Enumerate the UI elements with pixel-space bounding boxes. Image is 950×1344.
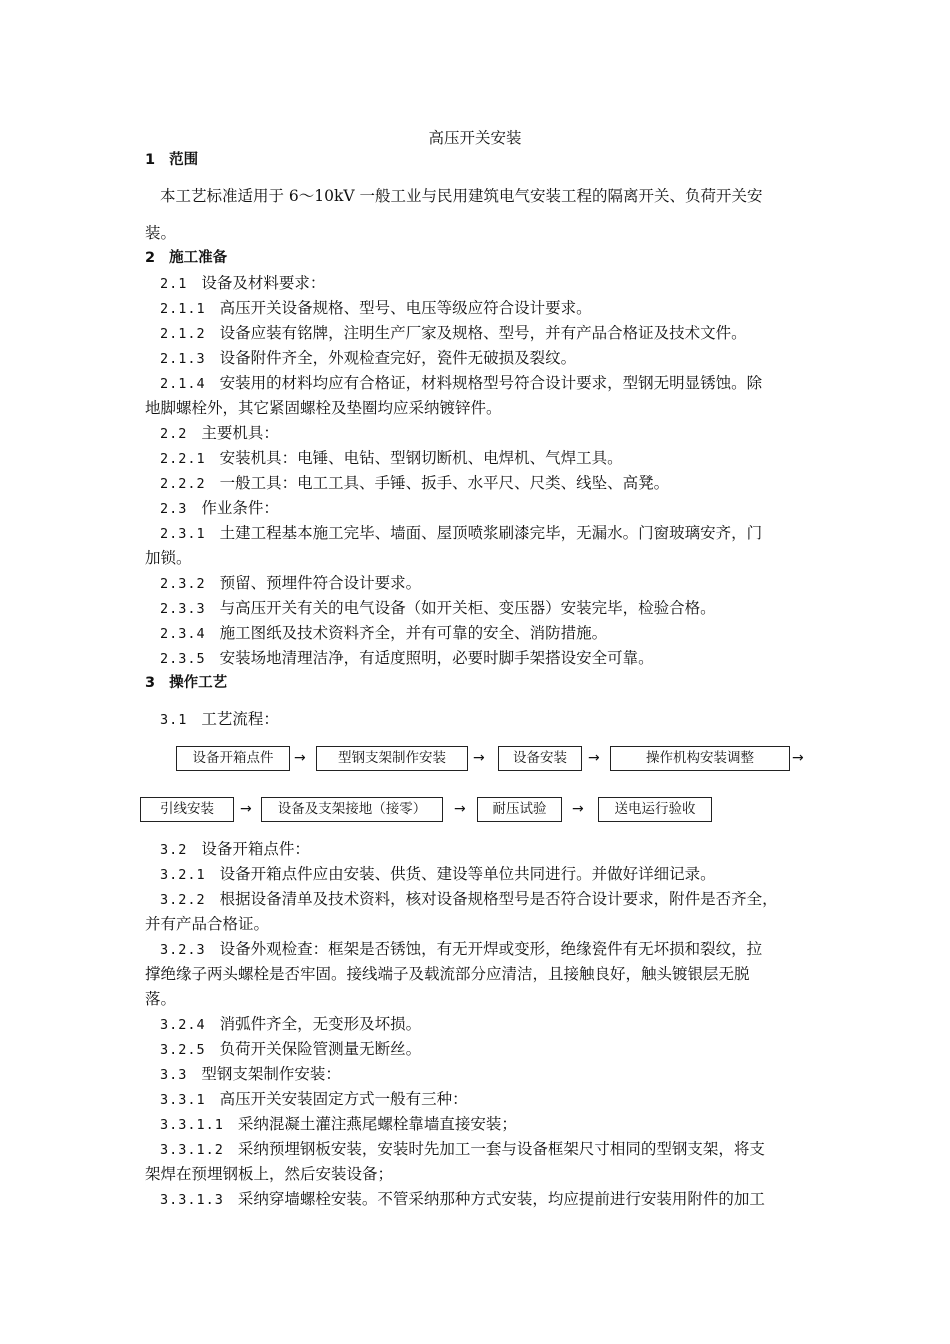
- flow-arrow-icon: →: [294, 750, 306, 766]
- section-title: 施工准备: [169, 250, 228, 266]
- clause-text: 设备及材料要求：: [201, 274, 326, 292]
- clause-text: 消弧件齐全，无变形及坏损。: [219, 1015, 422, 1033]
- clause-2-3-3: [160, 598, 716, 619]
- clause-number: 2.3.1: [160, 526, 206, 542]
- clause-continuation: 地脚螺栓外，其它紧固螺栓及垫圈均应采纳镀锌件。: [145, 399, 502, 417]
- clause-number: 2.2.1: [160, 451, 206, 467]
- clause-2-2-2: [160, 473, 669, 494]
- clause-text: 采纳混凝土灌注燕尾螺栓靠墙直接安装；: [237, 1115, 517, 1133]
- clause-2-2: [160, 423, 279, 444]
- clause-text: 安装机具：电锤、电钻、型钢切断机、电焊机、气焊工具。: [219, 449, 623, 467]
- section-number: 1: [145, 152, 156, 168]
- clause-3-1: [160, 709, 279, 730]
- clause-text: 高压开关设备规格、型号、电压等级应符合设计要求。: [219, 299, 592, 317]
- clause-2-1-3: [160, 348, 576, 369]
- clause-continuation: 并有产品合格证。: [145, 915, 270, 933]
- clause-text: 型钢支架制作安装：: [201, 1065, 341, 1083]
- clause-text: 设备开箱点件：: [201, 840, 310, 858]
- section-title: 操作工艺: [169, 675, 228, 691]
- clause-text: 设备应装有铭牌，注明生产厂家及规格、型号，并有产品合格证及技术文件。: [219, 324, 747, 342]
- clause-number: 2.2: [160, 426, 188, 442]
- clause-number: 3.3.1.2: [160, 1142, 224, 1158]
- section-number: 2: [145, 250, 156, 266]
- clause-number: 2.1.2: [160, 326, 206, 342]
- flow-step-unpack-inspect: 设备开箱点件: [176, 746, 290, 771]
- clause-number: 2.3.3: [160, 601, 206, 617]
- clause-text: 负荷开关保险管测量无断丝。: [219, 1040, 422, 1058]
- clause-number: 2.1: [160, 276, 188, 292]
- clause-text: 设备附件齐全，外观检查完好，瓷件无破损及裂纹。: [219, 349, 577, 367]
- flow-arrow-icon: →: [240, 801, 252, 817]
- clause-2-1-1: [160, 298, 592, 319]
- clause-2-3-1: [160, 523, 762, 544]
- clause-number: 3.3.1.1: [160, 1117, 224, 1133]
- clause-3-2-5: [160, 1039, 421, 1060]
- paragraph-line: 装。: [145, 224, 177, 242]
- clause-text: 土建工程基本施工完毕、墙面、屋顶喷浆刷漆完毕，无漏水。门窗玻璃安齐，门: [219, 524, 763, 542]
- flow-step-energize-acceptance: 送电运行验收: [598, 797, 712, 822]
- clause-2-3-5: [160, 648, 654, 669]
- clause-number: 3.2.3: [160, 942, 206, 958]
- clause-text: 根据设备清单及技术资料，核对设备规格型号是否符合设计要求，附件是否齐全，: [219, 890, 778, 908]
- flow-step-equipment-install: 设备安装: [498, 746, 582, 771]
- clause-3-3-1-2: [160, 1139, 765, 1160]
- flow-step-grounding: 设备及支架接地（接零）: [261, 797, 443, 822]
- clause-number: 2.1.4: [160, 376, 206, 392]
- document-title: 高压开关安装: [428, 129, 522, 147]
- clause-number: 3.3.1.3: [160, 1192, 224, 1208]
- clause-number: 3.2.4: [160, 1017, 206, 1033]
- clause-2-1: [160, 273, 325, 294]
- clause-text: 高压开关安装固定方式一般有三种：: [219, 1090, 468, 1108]
- clause-2-2-1: [160, 448, 623, 469]
- clause-number: 3.2.2: [160, 892, 206, 908]
- clause-3-3-1: [160, 1089, 468, 1110]
- clause-text: 采纳穿墙螺栓安装。不管采纳那种方式安装，均应提前进行安装用附件的加工: [237, 1190, 765, 1208]
- clause-3-3-1-3: [160, 1189, 765, 1210]
- section-title: 范围: [169, 152, 199, 168]
- clause-number: 3.3.1: [160, 1092, 206, 1108]
- clause-3-2-4: [160, 1014, 421, 1035]
- clause-number: 3.2: [160, 842, 188, 858]
- flow-step-mechanism-adjust: 操作机构安装调整: [610, 746, 790, 771]
- paragraph-line: 本工艺标准适用于 6～10kV 一般工业与民用建筑电气安装工程的隔离开关、负荷开关安: [160, 187, 763, 205]
- clause-text: 一般工具：电工工具、手锤、扳手、水平尺、尺类、线坠、高凳。: [219, 474, 670, 492]
- clause-number: 2.1.1: [160, 301, 206, 317]
- clause-text: 预留、预埋件符合设计要求。: [219, 574, 422, 592]
- flow-arrow-icon: →: [572, 801, 584, 817]
- clause-text: 作业条件：: [201, 499, 279, 517]
- clause-number: 3.2.1: [160, 867, 206, 883]
- clause-continuation: 撑绝缘子两头螺栓是否牢固。接线端子及载流部分应清洁，且接触良好，触头镀银层无脱: [145, 965, 750, 983]
- section-heading-3: [145, 673, 227, 693]
- clause-text: 工艺流程：: [201, 710, 279, 728]
- flow-step-withstand-test: 耐压试验: [477, 797, 562, 822]
- clause-3-3-1-1: [160, 1114, 517, 1135]
- flow-arrow-icon: →: [473, 750, 485, 766]
- clause-text: 设备外观检查：框架是否锈蚀，有无开焊或变形，绝缘瓷件有无坏损和裂纹，拉: [219, 940, 763, 958]
- clause-text: 主要机具：: [201, 424, 279, 442]
- clause-text: 采纳预埋钢板安装，安装时先加工一套与设备框架尺寸相同的型钢支架，将支: [237, 1140, 765, 1158]
- clause-2-1-2: [160, 323, 747, 344]
- clause-number: 2.3.2: [160, 576, 206, 592]
- clause-continuation: 架焊在预埋钢板上，然后安装设备；: [145, 1165, 394, 1183]
- clause-continuation: 落。: [145, 990, 177, 1008]
- section-heading-2: [145, 248, 227, 268]
- clause-2-3: [160, 498, 279, 519]
- clause-number: 3.3: [160, 1067, 188, 1083]
- clause-text: 设备开箱点件应由安装、供货、建设等单位共同进行。并做好详细记录。: [219, 865, 716, 883]
- flow-arrow-icon: →: [454, 801, 466, 817]
- flow-arrow-icon: →: [588, 750, 600, 766]
- clause-number: 3.2.5: [160, 1042, 206, 1058]
- flow-arrow-icon: →: [792, 750, 804, 766]
- clause-text: 安装场地清理洁净，有适度照明，必要时脚手架搭设安全可靠。: [219, 649, 654, 667]
- section-number: 3: [145, 675, 156, 691]
- clause-2-1-4: [160, 373, 762, 394]
- clause-3-3: [160, 1064, 341, 1085]
- clause-2-3-2: [160, 573, 421, 594]
- clause-text: 安装用的材料均应有合格证，材料规格型号符合设计要求，型钢无明显锈蚀。除: [219, 374, 763, 392]
- clause-2-3-4: [160, 623, 607, 644]
- clause-number: 2.1.3: [160, 351, 206, 367]
- clause-number: 3.1: [160, 712, 188, 728]
- clause-number: 2.3: [160, 501, 188, 517]
- clause-number: 2.3.4: [160, 626, 206, 642]
- clause-number: 2.3.5: [160, 651, 206, 667]
- clause-continuation: 加锁。: [145, 549, 192, 567]
- clause-number: 2.2.2: [160, 476, 206, 492]
- clause-text: 与高压开关有关的电气设备（如开关柜、变压器）安装完毕，检验合格。: [219, 599, 716, 617]
- clause-3-2-2: [160, 889, 778, 910]
- flow-step-lead-wiring: 引线安装: [140, 797, 234, 822]
- flow-step-bracket-fabrication: 型钢支架制作安装: [316, 746, 468, 771]
- clause-text: 施工图纸及技术资料齐全，并有可靠的安全、消防措施。: [219, 624, 608, 642]
- clause-3-2-1: [160, 864, 716, 885]
- section-heading-1: [145, 150, 198, 170]
- clause-3-2-3: [160, 939, 762, 960]
- clause-3-2: [160, 839, 310, 860]
